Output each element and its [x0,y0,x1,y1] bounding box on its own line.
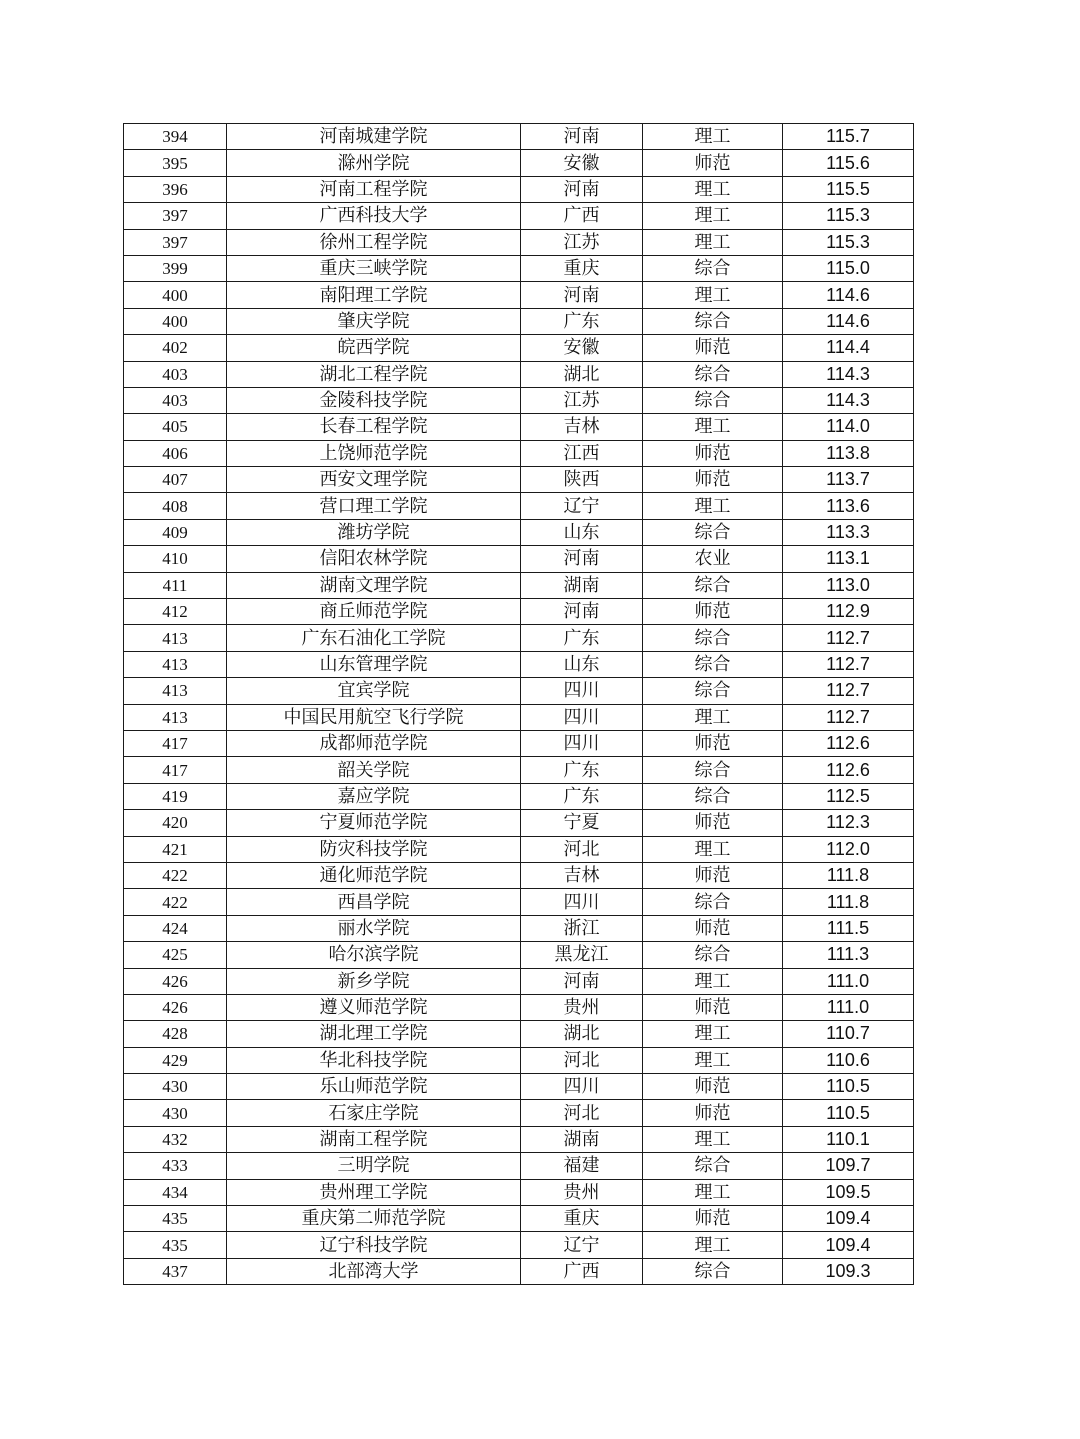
province-cell: 宁夏 [521,810,643,836]
rank-cell: 419 [124,783,227,809]
type-cell: 师范 [643,862,783,888]
type-cell: 农业 [643,546,783,572]
province-cell: 安徽 [521,335,643,361]
rank-cell: 408 [124,493,227,519]
province-cell: 广东 [521,308,643,334]
province-cell: 广东 [521,757,643,783]
score-cell: 112.3 [783,810,914,836]
university-name-cell: 滁州学院 [227,150,521,176]
table-row [124,546,914,572]
province-cell: 黑龙江 [521,942,643,968]
type-cell: 理工 [643,282,783,308]
score-cell: 115.3 [783,229,914,255]
score-cell: 114.3 [783,387,914,413]
province-cell: 贵州 [521,994,643,1020]
rank-cell: 412 [124,599,227,625]
university-name-cell: 湖北理工学院 [227,1021,521,1047]
score-cell: 113.8 [783,440,914,466]
score-cell: 114.3 [783,361,914,387]
rank-cell: 400 [124,308,227,334]
type-cell: 综合 [643,1258,783,1284]
university-name-cell: 中国民用航空飞行学院 [227,704,521,730]
rank-cell: 413 [124,651,227,677]
table-row [124,1206,914,1232]
type-cell: 综合 [643,783,783,809]
table-row [124,836,914,862]
type-cell: 师范 [643,730,783,756]
province-cell: 河南 [521,176,643,202]
province-cell: 浙江 [521,915,643,941]
rank-cell: 395 [124,150,227,176]
university-name-cell: 皖西学院 [227,335,521,361]
rank-cell: 396 [124,176,227,202]
score-cell: 113.3 [783,519,914,545]
university-name-cell: 湖南工程学院 [227,1126,521,1152]
university-name-cell: 河南工程学院 [227,176,521,202]
type-cell: 师范 [643,994,783,1020]
province-cell: 河南 [521,599,643,625]
university-name-cell: 西昌学院 [227,889,521,915]
rank-cell: 425 [124,942,227,968]
score-cell: 113.0 [783,572,914,598]
university-name-cell: 肇庆学院 [227,308,521,334]
province-cell: 河北 [521,1100,643,1126]
rank-cell: 417 [124,730,227,756]
score-cell: 115.3 [783,203,914,229]
score-cell: 111.8 [783,889,914,915]
table-row [124,994,914,1020]
type-cell: 师范 [643,915,783,941]
rank-cell: 411 [124,572,227,598]
province-cell: 福建 [521,1153,643,1179]
province-cell: 山东 [521,651,643,677]
province-cell: 吉林 [521,414,643,440]
rank-cell: 426 [124,968,227,994]
rank-cell: 430 [124,1074,227,1100]
province-cell: 湖南 [521,572,643,598]
university-ranking-table [123,123,914,1285]
rank-cell: 429 [124,1047,227,1073]
province-cell: 四川 [521,1074,643,1100]
province-cell: 四川 [521,889,643,915]
university-name-cell: 辽宁科技学院 [227,1232,521,1258]
rank-cell: 400 [124,282,227,308]
university-name-cell: 湖北工程学院 [227,361,521,387]
type-cell: 综合 [643,678,783,704]
rank-cell: 399 [124,255,227,281]
score-cell: 112.0 [783,836,914,862]
type-cell: 理工 [643,1047,783,1073]
table-row [124,757,914,783]
table-row [124,203,914,229]
type-cell: 综合 [643,387,783,413]
province-cell: 广东 [521,783,643,809]
table-row [124,730,914,756]
score-cell: 112.7 [783,704,914,730]
ranking-table-body [124,124,914,1285]
type-cell: 综合 [643,361,783,387]
score-cell: 115.5 [783,176,914,202]
table-row [124,1100,914,1126]
university-name-cell: 通化师范学院 [227,862,521,888]
university-name-cell: 新乡学院 [227,968,521,994]
province-cell: 湖北 [521,1021,643,1047]
province-cell: 河北 [521,836,643,862]
score-cell: 112.5 [783,783,914,809]
table-row [124,810,914,836]
rank-cell: 437 [124,1258,227,1284]
score-cell: 111.3 [783,942,914,968]
type-cell: 师范 [643,335,783,361]
province-cell: 吉林 [521,862,643,888]
table-row [124,361,914,387]
table-row [124,440,914,466]
score-cell: 110.7 [783,1021,914,1047]
score-cell: 110.6 [783,1047,914,1073]
university-name-cell: 石家庄学院 [227,1100,521,1126]
table-row [124,651,914,677]
type-cell: 师范 [643,1206,783,1232]
type-cell: 综合 [643,255,783,281]
rank-cell: 397 [124,203,227,229]
rank-cell: 410 [124,546,227,572]
table-row [124,150,914,176]
rank-cell: 435 [124,1232,227,1258]
province-cell: 贵州 [521,1179,643,1205]
university-name-cell: 广东石油化工学院 [227,625,521,651]
type-cell: 综合 [643,889,783,915]
table-row [124,1179,914,1205]
table-row [124,1232,914,1258]
rank-cell: 424 [124,915,227,941]
score-cell: 115.6 [783,150,914,176]
rank-cell: 435 [124,1206,227,1232]
table-row [124,1047,914,1073]
province-cell: 山东 [521,519,643,545]
university-name-cell: 哈尔滨学院 [227,942,521,968]
university-name-cell: 防灾科技学院 [227,836,521,862]
province-cell: 辽宁 [521,493,643,519]
rank-cell: 406 [124,440,227,466]
score-cell: 109.5 [783,1179,914,1205]
type-cell: 理工 [643,229,783,255]
university-name-cell: 湖南文理学院 [227,572,521,598]
province-cell: 江西 [521,440,643,466]
type-cell: 综合 [643,1153,783,1179]
table-row [124,572,914,598]
type-cell: 理工 [643,1021,783,1047]
score-cell: 111.0 [783,994,914,1020]
rank-cell: 434 [124,1179,227,1205]
type-cell: 理工 [643,176,783,202]
type-cell: 理工 [643,493,783,519]
university-name-cell: 三明学院 [227,1153,521,1179]
table-row [124,335,914,361]
rank-cell: 402 [124,335,227,361]
province-cell: 陕西 [521,467,643,493]
province-cell: 河南 [521,968,643,994]
rank-cell: 405 [124,414,227,440]
university-name-cell: 西安文理学院 [227,467,521,493]
rank-cell: 403 [124,387,227,413]
university-name-cell: 河南城建学院 [227,124,521,150]
type-cell: 理工 [643,1179,783,1205]
university-name-cell: 北部湾大学 [227,1258,521,1284]
province-cell: 河南 [521,546,643,572]
table-row [124,704,914,730]
province-cell: 四川 [521,678,643,704]
table-row [124,255,914,281]
province-cell: 安徽 [521,150,643,176]
university-name-cell: 重庆第二师范学院 [227,1206,521,1232]
province-cell: 河南 [521,282,643,308]
province-cell: 广西 [521,203,643,229]
score-cell: 109.3 [783,1258,914,1284]
province-cell: 重庆 [521,1206,643,1232]
type-cell: 师范 [643,150,783,176]
type-cell: 师范 [643,440,783,466]
type-cell: 综合 [643,572,783,598]
type-cell: 综合 [643,942,783,968]
university-name-cell: 乐山师范学院 [227,1074,521,1100]
university-name-cell: 山东管理学院 [227,651,521,677]
table-row [124,678,914,704]
table-row [124,519,914,545]
score-cell: 114.6 [783,282,914,308]
rank-cell: 421 [124,836,227,862]
table-row [124,625,914,651]
table-row [124,493,914,519]
score-cell: 111.0 [783,968,914,994]
score-cell: 112.7 [783,678,914,704]
rank-cell: 430 [124,1100,227,1126]
rank-cell: 432 [124,1126,227,1152]
type-cell: 理工 [643,836,783,862]
table-row [124,1258,914,1284]
rank-cell: 409 [124,519,227,545]
score-cell: 113.7 [783,467,914,493]
province-cell: 广东 [521,625,643,651]
type-cell: 师范 [643,1100,783,1126]
type-cell: 师范 [643,599,783,625]
score-cell: 113.6 [783,493,914,519]
table-row [124,414,914,440]
type-cell: 理工 [643,1126,783,1152]
type-cell: 师范 [643,467,783,493]
rank-cell: 420 [124,810,227,836]
university-name-cell: 上饶师范学院 [227,440,521,466]
table-row [124,915,914,941]
province-cell: 湖南 [521,1126,643,1152]
university-name-cell: 信阳农林学院 [227,546,521,572]
table-row [124,599,914,625]
table-row [124,282,914,308]
type-cell: 理工 [643,414,783,440]
score-cell: 112.7 [783,625,914,651]
province-cell: 辽宁 [521,1232,643,1258]
type-cell: 师范 [643,810,783,836]
score-cell: 109.7 [783,1153,914,1179]
rank-cell: 417 [124,757,227,783]
type-cell: 综合 [643,651,783,677]
table-row [124,124,914,150]
university-name-cell: 嘉应学院 [227,783,521,809]
score-cell: 109.4 [783,1232,914,1258]
score-cell: 110.1 [783,1126,914,1152]
score-cell: 114.0 [783,414,914,440]
university-name-cell: 华北科技学院 [227,1047,521,1073]
university-name-cell: 丽水学院 [227,915,521,941]
score-cell: 113.1 [783,546,914,572]
table-row [124,1021,914,1047]
ranking-sheet [123,123,913,1285]
rank-cell: 397 [124,229,227,255]
table-row [124,1153,914,1179]
province-cell: 江苏 [521,387,643,413]
rank-cell: 422 [124,889,227,915]
university-name-cell: 宜宾学院 [227,678,521,704]
rank-cell: 403 [124,361,227,387]
score-cell: 109.4 [783,1206,914,1232]
table-row [124,387,914,413]
type-cell: 综合 [643,625,783,651]
university-name-cell: 徐州工程学院 [227,229,521,255]
province-cell: 河北 [521,1047,643,1073]
table-row [124,229,914,255]
province-cell: 广西 [521,1258,643,1284]
type-cell: 理工 [643,1232,783,1258]
score-cell: 112.6 [783,757,914,783]
university-name-cell: 金陵科技学院 [227,387,521,413]
table-row [124,308,914,334]
score-cell: 110.5 [783,1074,914,1100]
score-cell: 114.6 [783,308,914,334]
province-cell: 四川 [521,704,643,730]
type-cell: 综合 [643,757,783,783]
university-name-cell: 潍坊学院 [227,519,521,545]
university-name-cell: 重庆三峡学院 [227,255,521,281]
university-name-cell: 成都师范学院 [227,730,521,756]
university-name-cell: 南阳理工学院 [227,282,521,308]
type-cell: 理工 [643,124,783,150]
score-cell: 112.9 [783,599,914,625]
rank-cell: 433 [124,1153,227,1179]
score-cell: 115.0 [783,255,914,281]
province-cell: 四川 [521,730,643,756]
rank-cell: 428 [124,1021,227,1047]
score-cell: 115.7 [783,124,914,150]
score-cell: 114.4 [783,335,914,361]
type-cell: 理工 [643,704,783,730]
university-name-cell: 贵州理工学院 [227,1179,521,1205]
university-name-cell: 广西科技大学 [227,203,521,229]
rank-cell: 413 [124,625,227,651]
rank-cell: 413 [124,678,227,704]
university-name-cell: 宁夏师范学院 [227,810,521,836]
table-row [124,862,914,888]
score-cell: 112.7 [783,651,914,677]
table-row [124,467,914,493]
rank-cell: 426 [124,994,227,1020]
province-cell: 重庆 [521,255,643,281]
type-cell: 理工 [643,968,783,994]
table-row [124,968,914,994]
table-row [124,783,914,809]
rank-cell: 413 [124,704,227,730]
type-cell: 师范 [643,1074,783,1100]
score-cell: 111.5 [783,915,914,941]
rank-cell: 394 [124,124,227,150]
province-cell: 河南 [521,124,643,150]
type-cell: 综合 [643,308,783,334]
table-row [124,1074,914,1100]
university-name-cell: 营口理工学院 [227,493,521,519]
table-row [124,889,914,915]
type-cell: 理工 [643,203,783,229]
university-name-cell: 遵义师范学院 [227,994,521,1020]
rank-cell: 422 [124,862,227,888]
table-row [124,1126,914,1152]
university-name-cell: 韶关学院 [227,757,521,783]
university-name-cell: 长春工程学院 [227,414,521,440]
score-cell: 112.6 [783,730,914,756]
table-row [124,176,914,202]
table-row [124,942,914,968]
university-name-cell: 商丘师范学院 [227,599,521,625]
type-cell: 综合 [643,519,783,545]
rank-cell: 407 [124,467,227,493]
province-cell: 湖北 [521,361,643,387]
score-cell: 111.8 [783,862,914,888]
province-cell: 江苏 [521,229,643,255]
score-cell: 110.5 [783,1100,914,1126]
